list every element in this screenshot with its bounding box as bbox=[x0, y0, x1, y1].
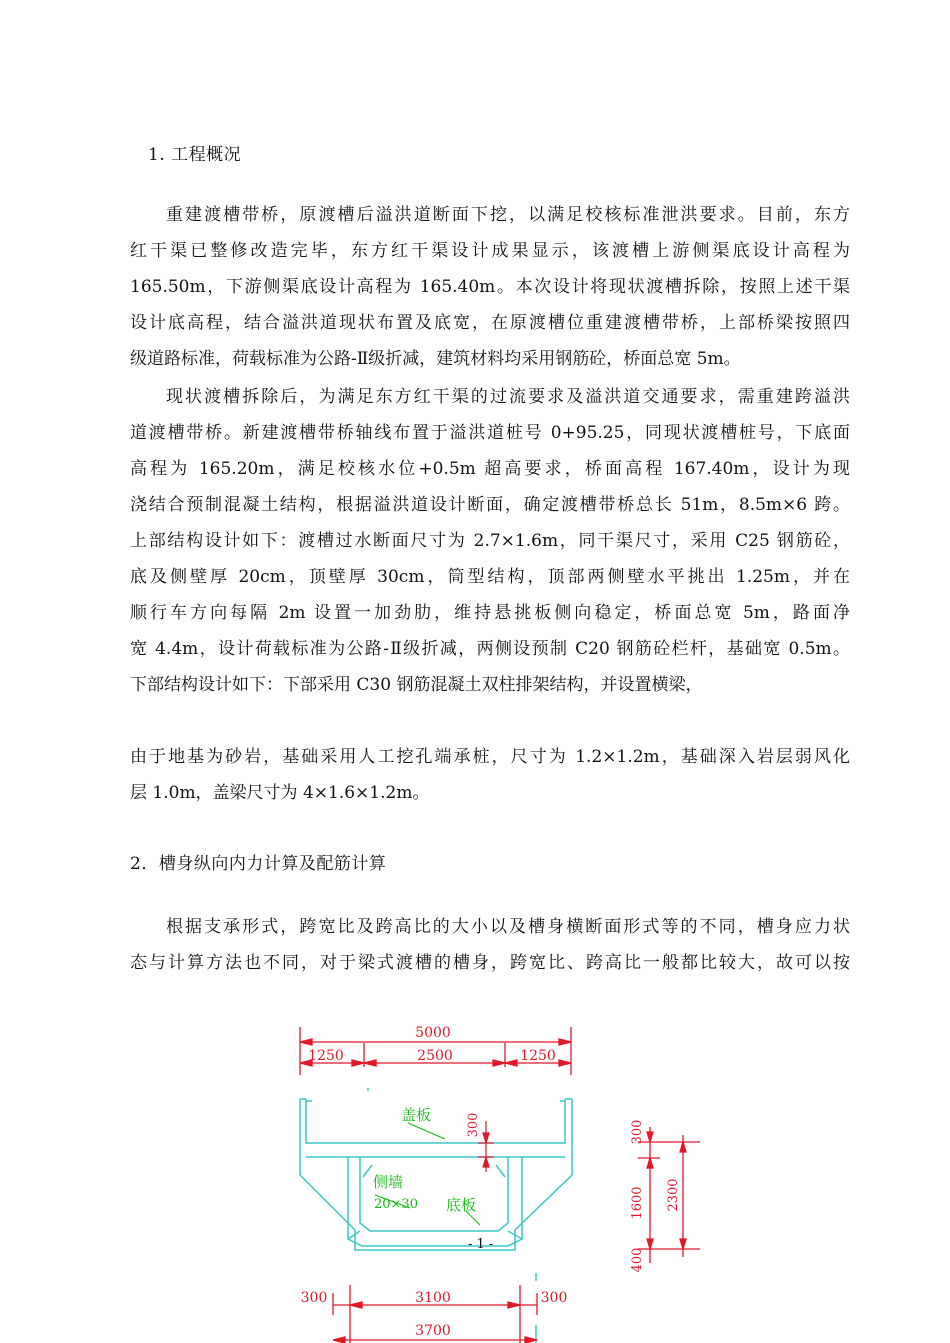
dim-right-top: 1250 bbox=[520, 1048, 556, 1064]
text-line: 宽 4.4m，设计荷载标准为公路-Ⅱ级折减，两侧设预制 C20 钢筋砼栏杆，基础宽 0.5m。 bbox=[130, 639, 850, 659]
text-line: 级道路标准，荷载标准为公路-Ⅱ级折减，建筑材料均采用钢筋砼，桥面总宽 5m。 bbox=[130, 349, 741, 369]
text-line: 红干渠已整修改造完毕，东方红干渠设计成果显示，该渡槽上游侧渠底设计高程为 bbox=[130, 241, 850, 261]
dim-mid-top: 2500 bbox=[417, 1048, 453, 1064]
section-2-paragraph-1 bbox=[130, 909, 850, 981]
cross-section-figure bbox=[0, 1015, 950, 1343]
label-side-wall-size: 20×30 bbox=[374, 1197, 418, 1212]
dim-left-top: 1250 bbox=[308, 1048, 344, 1064]
label-bottom-slab: 底板 bbox=[445, 1196, 477, 1214]
section-1-heading: 1. 工程概况 bbox=[148, 145, 242, 165]
dim-right-1600: 1600 bbox=[630, 1186, 645, 1220]
text-line: 由于地基为砂岩，基础采用人工挖孔端承桩，尺寸为 1.2×1.2m，基础深入岩层弱风化 bbox=[130, 747, 850, 767]
text-line: 浇结合预制混凝土结构，根据溢洪道设计断面，确定渡槽带桥总长 51m，8.5m×6 跨。 bbox=[130, 495, 850, 515]
dim-cover-thickness: 300 bbox=[466, 1112, 481, 1138]
text-line: 设计底高程，结合溢洪道现状布置及底宽，在原渡槽位重建渡槽带桥，上部桥梁按照四 bbox=[130, 313, 850, 333]
text-line: 底及侧壁厚 20cm，顶壁厚 30cm，筒型结构，顶部两侧壁水平挑出 1.25m，并在 bbox=[130, 567, 850, 587]
section-2-heading: 2．槽身纵向内力计算及配筋计算 bbox=[130, 854, 387, 874]
dim-right-400: 400 bbox=[630, 1247, 645, 1273]
text-line: 层 1.0m，盖梁尺寸为 4×1.6×1.2m。 bbox=[130, 783, 430, 803]
text-line: 下部结构设计如下：下部采用 C30 钢筋混凝土双柱排架结构，并设置横梁， bbox=[130, 675, 703, 695]
dim-bottom-mid: 3100 bbox=[415, 1290, 451, 1306]
section-1-paragraph-2 bbox=[130, 379, 850, 703]
dim-bottom-left: 300 bbox=[300, 1290, 328, 1306]
text-line: 现状渡槽拆除后，为满足东方红干渠的过流要求及溢洪道交通要求，需重建跨溢洪 bbox=[166, 387, 850, 407]
text-line: 态与计算方法也不同，对于梁式渡槽的槽身，跨宽比、跨高比一般都比较大，故可以按 bbox=[130, 953, 850, 973]
text-line: 上部结构设计如下：渡槽过水断面尺寸为 2.7×1.6m，同干渠尺寸，采用 C25 钢筋砼， bbox=[130, 531, 850, 551]
label-side-wall: 侧墙 bbox=[372, 1173, 404, 1191]
text-line: 根据支承形式，跨宽比及跨高比的大小以及槽身横断面形式等的不同，槽身应力状 bbox=[166, 917, 850, 937]
dim-bottom-total: 3700 bbox=[415, 1323, 451, 1339]
label-cover-slab: 盖板 bbox=[400, 1106, 432, 1124]
page-number: - 1 - bbox=[468, 1237, 494, 1252]
dim-total-top: 5000 bbox=[415, 1025, 451, 1041]
dim-right-300: 300 bbox=[630, 1119, 645, 1145]
section-1-paragraph-3 bbox=[130, 739, 850, 811]
text-line: 高程为 165.20m，满足校核水位+0.5m 超高要求，桥面高程 167.40m，设计为现 bbox=[130, 459, 850, 479]
text-line: 顺行车方向每隔 2m 设置一加劲肋，维持悬挑板侧向稳定，桥面总宽 5m，路面净 bbox=[130, 603, 850, 623]
dim-right-2300: 2300 bbox=[666, 1178, 681, 1212]
dim-bottom-right: 300 bbox=[540, 1290, 568, 1306]
text-line: 道渡槽带桥。新建渡槽带桥轴线布置于溢洪道桩号 0+95.25，同现状渡槽桩号，下底面 bbox=[130, 423, 850, 443]
section-1-paragraph-1 bbox=[130, 197, 850, 377]
text-line: 重建渡槽带桥，原渡槽后溢洪道断面下挖，以满足校核标准泄洪要求。目前，东方 bbox=[166, 205, 850, 225]
text-line: 165.50m，下游侧渠底设计高程为 165.40m。本次设计将现状渡槽拆除，按照上述干渠 bbox=[130, 277, 850, 297]
